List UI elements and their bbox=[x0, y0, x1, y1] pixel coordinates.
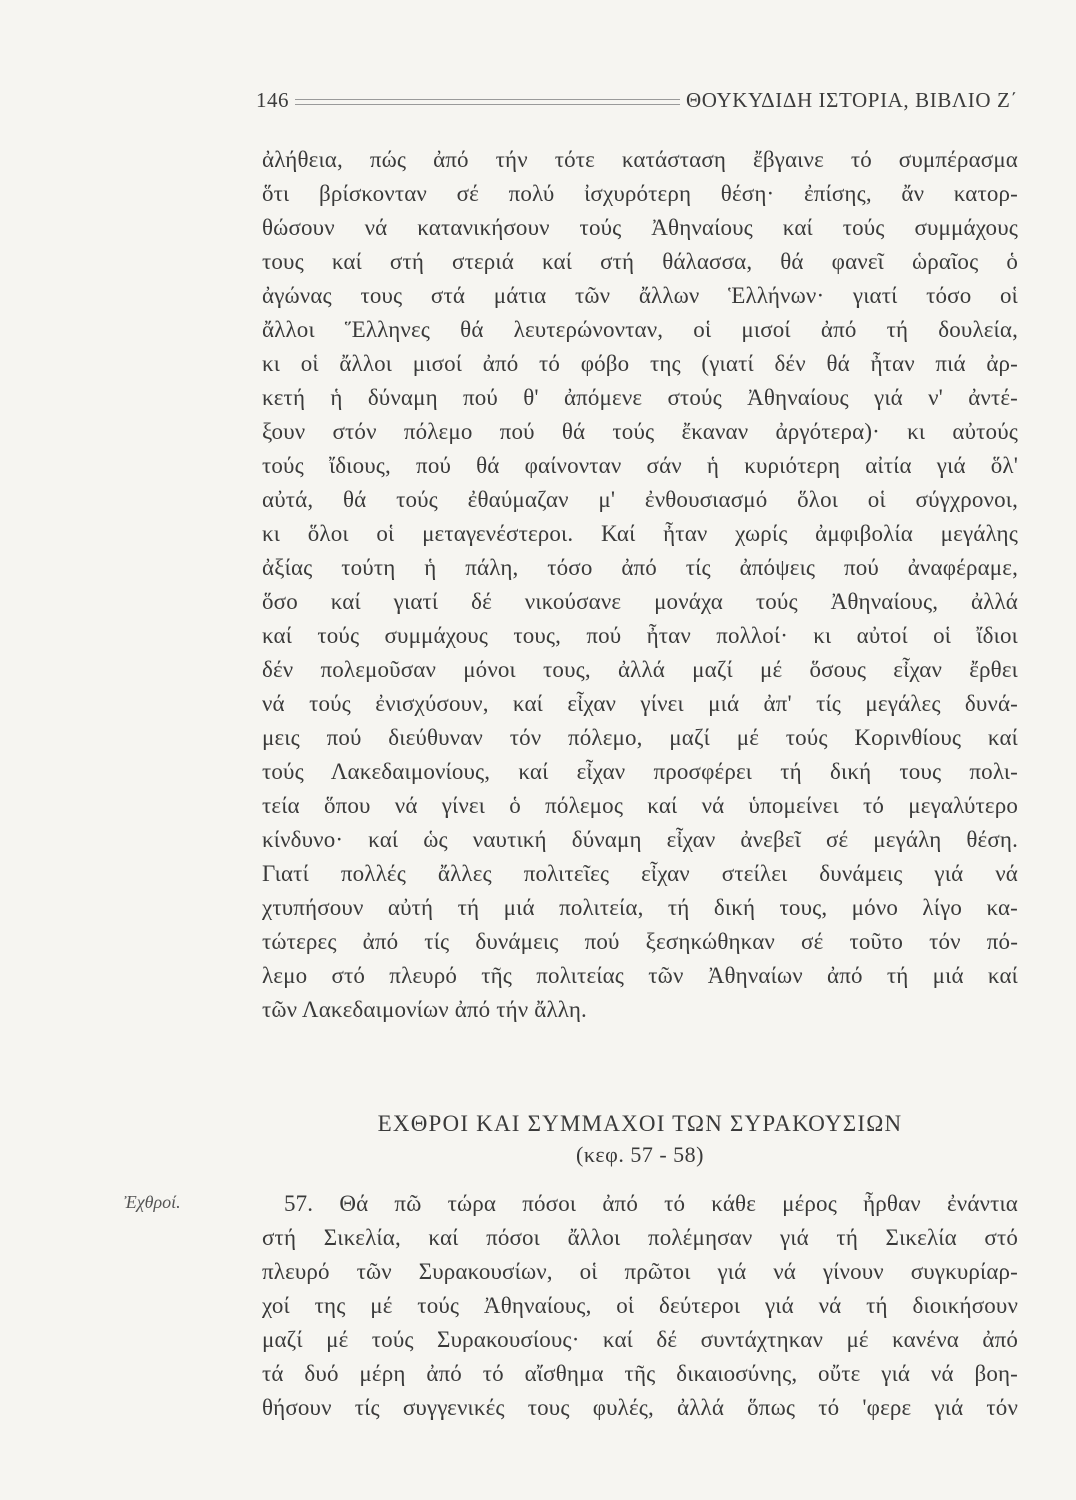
text-line: τούς ἴδιους, πού θά φαίνονταν σάν ἡ κυριότερη αἰτία γιά ὅλ' bbox=[262, 453, 1018, 478]
text-line: τους καί στή στεριά καί στή θάλασσα, θά φανεῖ ὡραῖος ὁ bbox=[262, 249, 1018, 274]
text-line: κίνδυνο· καί ὡς ναυτική δύναμη εἶχαν ἀνεβεῖ σέ μεγάλη θέση. bbox=[262, 827, 1018, 852]
text-line: ὅτι βρίσκονταν σέ πολύ ἰσχυρότερη θέση· ἐπίσης, ἄν κατορ- bbox=[262, 181, 1018, 206]
text-line: θήσουν τίς συγγενικές τους φυλές, ἀλλά ὅπως τό 'φερε γιά τόν bbox=[262, 1395, 1018, 1420]
text-line: κι ὅλοι οἱ μεταγενέστεροι. Καί ἦταν χωρίς ἀμφιβολία μεγάλης bbox=[262, 521, 1018, 546]
text-line: ἀγώνας τους στά μάτια τῶν ἄλλων Ἑλλήνων· γιατί τόσο οἱ bbox=[262, 283, 1018, 308]
text-line: χοί της μέ τούς Ἀθηναίους, οἱ δεύτεροι γιά νά τή διοικήσουν bbox=[262, 1293, 1018, 1318]
text-line: 57. Θά πῶ τώρα πόσοι ἀπό τό κάθε μέρος ἦρθαν ἐνάντια bbox=[284, 1191, 1018, 1216]
text-line: νά τούς ἐνισχύσουν, καί εἶχαν γίνει μιά ἀπ' τίς μεγάλες δυνά- bbox=[262, 691, 1018, 716]
text-line: ὅσο καί γιατί δέ νικούσανε μονάχα τούς Ἀθηναίους, ἀλλά bbox=[262, 589, 1018, 614]
text-line: καί τούς συμμάχους τους, πού ἦταν πολλοί· κι αὐτοί οἱ ἴδιοι bbox=[262, 623, 1018, 648]
text-line: λεμο στό πλευρό τῆς πολιτείας τῶν Ἀθηναίων ἀπό τή μιά καί bbox=[262, 963, 1018, 988]
text-line: πλευρό τῶν Συρακουσίων, οἱ πρῶτοι γιά νά γίνουν συγκυρίαρ- bbox=[262, 1259, 1018, 1284]
page-number: 146 bbox=[256, 87, 289, 112]
running-head: ΘΟΥΚΥΔΙΔΗ ΙΣΤΟΡΙΑ, ΒΙΒΛΙΟ Ζ΄ bbox=[685, 87, 1018, 112]
text-line: χτυπήσουν αὐτή τή μιά πολιτεία, τή δική τους, μόνο λίγο κα- bbox=[262, 895, 1018, 920]
section-subtitle: (κεφ. 57 - 58) bbox=[576, 1142, 704, 1167]
text-line: μαζί μέ τούς Συρακουσίους· καί δέ συντάχτηκαν μέ κανένα ἀπό bbox=[262, 1327, 1018, 1352]
page-header bbox=[256, 82, 1018, 118]
text-line: θώσουν νά κατανικήσουν τούς Ἀθηναίους καί τούς συμμάχους bbox=[262, 215, 1018, 240]
text-line: ἀλήθεια, πώς ἀπό τήν τότε κατάσταση ἔβγαινε τό συμπέρασμα bbox=[262, 147, 1018, 172]
text-line: τώτερες ἀπό τίς δυνάμεις πού ξεσηκώθηκαν σέ τοῦτο τόν πό- bbox=[262, 929, 1018, 954]
text-line: μεις πού διεύθυναν τόν πόλεμο, μαζί μέ τούς Κορινθίους καί bbox=[262, 725, 1018, 750]
text-line: κετή ἡ δύναμη πού θ' ἀπόμενε στούς Ἀθηναίους γιά ν' ἀντέ- bbox=[262, 385, 1018, 410]
margin-note: Ἐχθροί. bbox=[124, 1192, 181, 1212]
text-line: τῶν Λακεδαιμονίων ἀπό τήν ἄλλη. bbox=[262, 997, 587, 1022]
text-line: τούς Λακεδαιμονίους, καί εἶχαν προσφέρει τή δική τους πολι- bbox=[262, 759, 1018, 784]
text-line: κι οἱ ἄλλοι μισοί ἀπό τό φόβο της (γιατί δέν θά ἦταν πιά ἀρ- bbox=[262, 351, 1018, 376]
text-line: Γιατί πολλές ἄλλες πολιτεῖες εἶχαν στείλει δυνάμεις γιά νά bbox=[262, 861, 1018, 886]
text-line: στή Σικελία, καί πόσοι ἄλλοι πολέμησαν γιά τή Σικελία στό bbox=[262, 1225, 1018, 1250]
text-line: τά δυό μέρη ἀπό τό αἴσθημα τῆς δικαιοσύνης, οὔτε γιά νά βοη- bbox=[262, 1361, 1018, 1386]
text-line: ἀξίας τούτη ἡ πάλη, τόσο ἀπό τίς ἀπόψεις πού ἀναφέραμε, bbox=[262, 555, 1018, 580]
text-line: τεία ὅπου νά γίνει ὁ πόλεμος καί νά ὑπομείνει τό μεγαλύτερο bbox=[262, 793, 1018, 818]
text-line: δέν πολεμοῦσαν μόνοι τους, ἀλλά μαζί μέ ὅσους εἶχαν ἔρθει bbox=[262, 657, 1018, 682]
text-line: αὐτά, θά τούς ἐθαύμαζαν μ' ἐνθουσιασμό ὅλοι οἱ σύγχρονοι, bbox=[262, 487, 1018, 512]
text-line: ξουν στόν πόλεμο πού θά τούς ἔκαναν ἀργότερα)· κι αὐτούς bbox=[262, 419, 1018, 444]
section-title: ΕΧΘΡΟΙ ΚΑΙ ΣΥΜΜΑΧΟΙ ΤΩΝ ΣΥΡΑΚΟΥΣΙΩΝ bbox=[377, 1111, 903, 1136]
header-rule bbox=[295, 99, 680, 105]
text-line: ἄλλοι Ἕλληνες θά λευτερώνονταν, οἱ μισοί ἀπό τή δουλεία, bbox=[262, 317, 1018, 342]
